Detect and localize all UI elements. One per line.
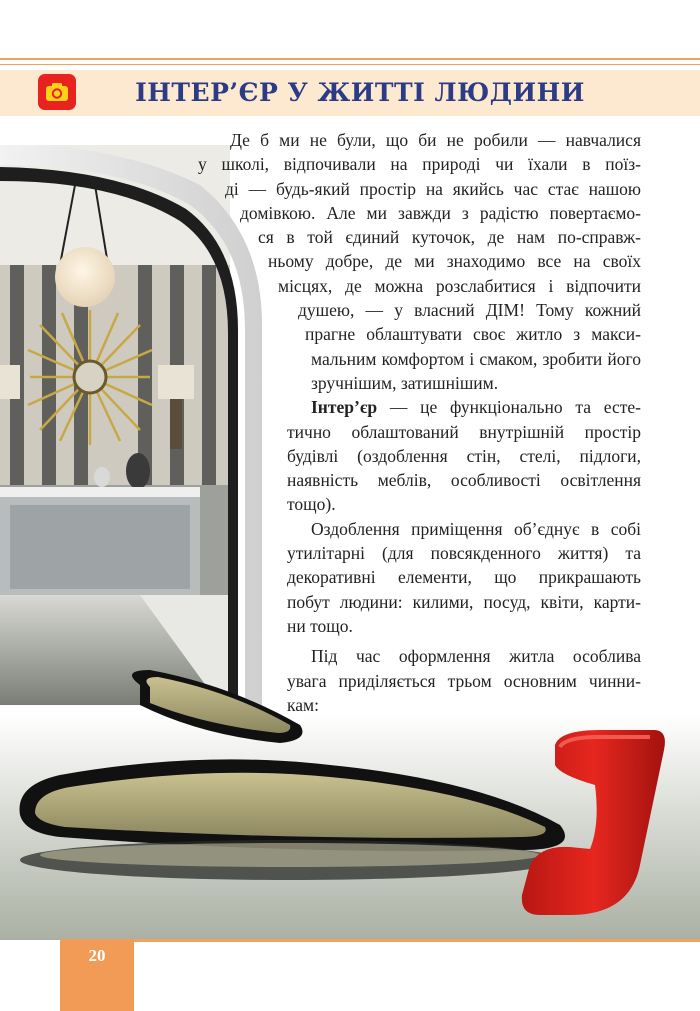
text-line: зручнішим, затишнішим. — [311, 372, 499, 393]
text-line: душею, — у власний ДІМ! Тому кожний — [298, 300, 641, 321]
text-line: тощо). — [287, 494, 336, 515]
body-text — [198, 128, 641, 717]
text-line: Під час оформлення житла особлива — [311, 646, 641, 667]
text-line: ся в той єдиний куточок, де нам по-справж- — [258, 227, 641, 248]
text-line: ни тощо. — [287, 615, 353, 636]
text-line: ді — будь-який простір на якийсь час стає нашою — [225, 178, 641, 199]
intro-paragraph — [198, 128, 641, 395]
text-line: — це функціонально та есте- — [377, 397, 641, 418]
text-line: у школі, відпочивали на природі чи їхали в поїз- — [198, 154, 641, 175]
text-line: декоративні елементи, що прикрашають — [287, 567, 641, 588]
text-line: тично облаштований внутрішній простір — [287, 421, 641, 442]
footer-rule — [134, 939, 700, 942]
factors-paragraph — [198, 644, 641, 717]
text-line: місцях, де можна розслабитися і відпочити — [278, 275, 641, 296]
text-line: Де б ми не були, що би не робили — навчалися — [230, 130, 641, 150]
definition-paragraph — [198, 395, 641, 516]
text-line: будівлі (оздоблення стін, стелі, підлоги, — [287, 445, 641, 466]
top-rule-thin — [0, 64, 700, 65]
text-line: кам: — [287, 694, 319, 715]
page-title: ІНТЕР’ЄР У ЖИТТІ ЛЮДИНИ — [135, 78, 585, 107]
text-line: наявність меблів, особливості освітлення — [287, 470, 641, 491]
text-line: Оздоблення приміщення об’єднує в собі — [311, 518, 641, 539]
text-line: мальним комфортом і смаком, зробити його — [311, 348, 641, 369]
top-rule — [0, 58, 700, 60]
definition-first-line — [198, 395, 641, 419]
text-line: прагне облаштувати своє житло з макси- — [305, 324, 641, 345]
camera-icon — [38, 74, 76, 110]
definition-term: Інтер’єр — [311, 397, 378, 418]
text-line: увага приділяється трьом основним чинни- — [287, 670, 641, 691]
text-line: побут людини: килими, посуд, квіти, карти- — [287, 591, 641, 612]
text-line: ньому добре, де ми знаходимо все на своїх — [268, 251, 641, 272]
decor-paragraph — [198, 517, 641, 638]
page-number: 20 — [88, 946, 106, 965]
text-line: домівкою. Але ми завжди з радістю повертаємо- — [240, 202, 641, 223]
text-line: утилітарні (для повсякденного життя) та — [287, 543, 641, 564]
